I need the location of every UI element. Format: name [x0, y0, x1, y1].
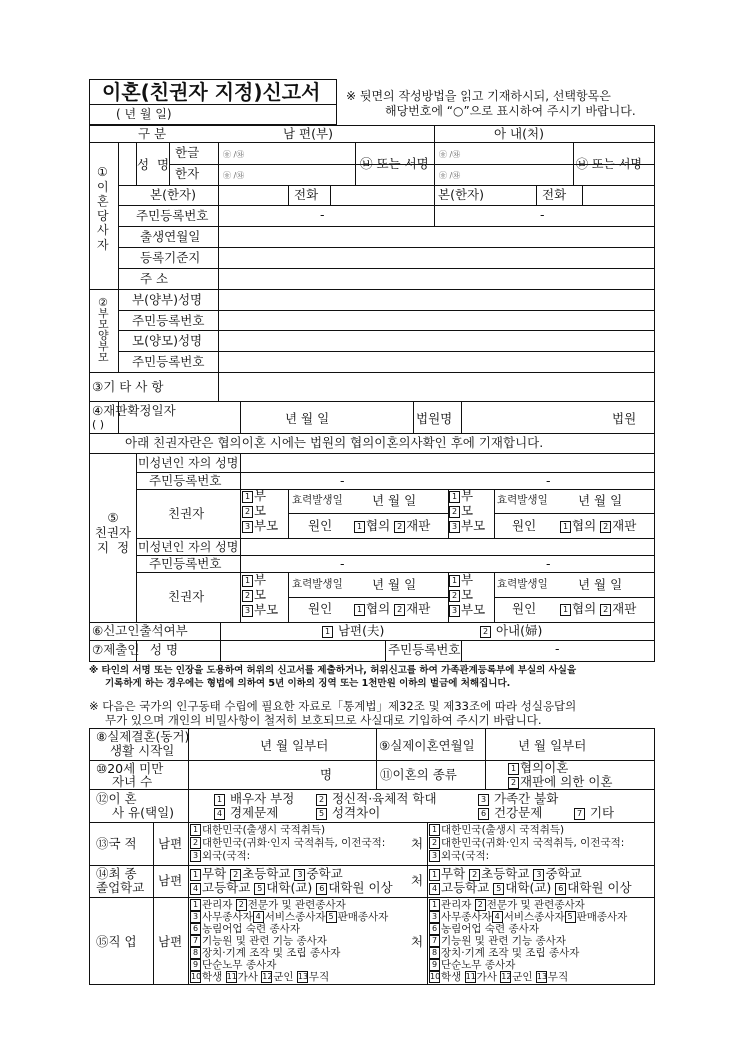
col-husband: 남 편(부) — [283, 126, 333, 141]
s14-w-row-2[interactable]: 4 고등학교 5 대학(교) 6 대학원 이상 — [429, 881, 632, 895]
court-label: 법원 — [612, 411, 637, 426]
bon-hanja-husband: 본(한자) — [150, 187, 196, 202]
rrn-label: 주민등록번호 — [136, 208, 209, 223]
effective-date-value: 년 월 일 — [372, 577, 417, 592]
s15-w-row-6[interactable]: 9 단순노무 종사자 — [429, 959, 515, 971]
col-gubun: 구 분 — [138, 126, 167, 141]
s15-label: ⑮직 업 — [96, 934, 137, 949]
s12-opt-4[interactable]: 4 경제문제 — [214, 806, 278, 820]
effective-date-label: 효력발생일 — [292, 494, 343, 506]
s14-line-2: 졸업학교 — [96, 880, 145, 895]
section-2-label: ② 부 모 양 부 모 — [98, 296, 109, 364]
s10-line-1: ⑩20세 미만 — [96, 761, 164, 776]
opt-father[interactable]: 1 부 — [449, 573, 473, 587]
s13-h-opt-3[interactable]: 3 외국(국적: — [190, 850, 250, 862]
s14-husband-label: 남편 — [158, 873, 183, 888]
custodian-label: 친권자 — [168, 506, 205, 521]
s14-line-1: ⑭최 종 — [96, 866, 137, 881]
cause-label: 원인 — [308, 518, 333, 533]
s12-opt-1[interactable]: 1 배우자 부정 — [214, 792, 294, 806]
rrn-label: 주민등록번호 — [149, 473, 222, 488]
s12-line-1: ⑫이 혼 — [96, 791, 137, 806]
section-3-label: ③기 타 사 항 — [92, 379, 164, 394]
minor-name-label: 미성년인 자의 성명 — [138, 456, 239, 470]
address-label: 주 소 — [140, 271, 169, 286]
section-7-label: ⑦제출인 — [92, 642, 140, 657]
opt-both[interactable]: 3 부모 — [449, 519, 485, 533]
s8-line-2: 생활 시작일 — [110, 743, 175, 758]
s12-opt-6[interactable]: 6 건강문제 — [478, 806, 542, 820]
s13-w-opt-1[interactable]: 1 대한민국(출생시 국적취득) — [429, 824, 564, 836]
effective-date-label: 효력발생일 — [292, 578, 343, 590]
s11-opt-1[interactable]: 1 협의이혼 — [508, 761, 568, 775]
s15-h-row-4[interactable]: 7 기능원 및 관련 기능 종사자 — [190, 935, 327, 947]
effective-date-value: 년 월 일 — [372, 493, 417, 508]
seal-hint: ㉭ /㉷ — [439, 150, 461, 159]
phone-husband: 전화 — [294, 187, 319, 202]
name-label: 성 명 — [137, 157, 170, 172]
rrn-label: 주민등록번호 — [132, 354, 205, 369]
s9-label: ⑨실제이혼연월일 — [379, 738, 475, 753]
opt-mother[interactable]: 2 모 — [449, 588, 473, 602]
reg-base-label: 등록기준지 — [140, 250, 201, 265]
court-name-label: 법원명 — [416, 411, 453, 426]
s10-line-2: 자녀 수 — [112, 774, 153, 789]
cause-label: 원인 — [512, 518, 537, 533]
s13-h-opt-1[interactable]: 1 대한민국(출생시 국적취득) — [190, 824, 325, 836]
stats-notice-line-1: ※ 다음은 국가의 인구동태 수립에 필요한 자료로「통계법」제32조 및 제33조에 따라 성실응답의 — [89, 699, 577, 713]
birth-label: 출생연월일 — [140, 229, 201, 244]
s15-w-row-5[interactable]: 8 장치·기계 조작 및 조립 종사자 — [429, 947, 579, 959]
warning-line-1: ※ 타인의 서명 또는 인장을 도용하여 허위의 신고서를 제출하거나, 허위신고를 하여 가족관계등록부에 부실의 사실을 — [89, 665, 577, 676]
seal-or-sign-wife: ㉥ 또는 서명 — [576, 157, 642, 171]
submitter-rrn-label: 주민등록번호 — [388, 642, 461, 657]
s15-h-row-5[interactable]: 8 장치·기계 조작 및 조립 종사자 — [190, 947, 340, 959]
s15-h-row-7[interactable]: 10학생 11가사 12군인 13무직 — [191, 971, 330, 983]
s11-label: ⑪이혼의 종류 — [380, 767, 457, 782]
section-1-label: ① 이 혼 당 사 자 — [97, 165, 109, 252]
s13-wife-label: 처 — [411, 836, 424, 851]
s12-opt-3[interactable]: 3 가족간 불화 — [478, 792, 558, 806]
s11-opt-2[interactable]: 2 재판에 의한 이혼 — [508, 775, 612, 789]
attendance-wife[interactable]: 2 아내(婦) — [480, 624, 542, 638]
court-date: 년 월 일 — [285, 411, 330, 426]
s13-w-opt-2[interactable]: 2 대한민국(귀화·인지 국적취득, 이전국적: — [429, 837, 624, 849]
rrn-dash: - — [546, 473, 551, 488]
s8-line-1: ⑧실제결혼(동거) — [96, 729, 190, 744]
effective-date-value: 년 월 일 — [578, 493, 623, 508]
rrn-dash-husband: - — [320, 207, 325, 222]
minor-name-label: 미성년인 자의 성명 — [138, 540, 239, 554]
rrn-dash: - — [340, 556, 345, 571]
submitter-rrn-dash: - — [555, 641, 560, 656]
s15-wife-label: 처 — [411, 934, 424, 949]
cause-options[interactable]: 1 협의 2 재판 — [560, 602, 636, 616]
page-title: 이혼(친권자 지정)신고서 — [102, 80, 321, 104]
s13-h-opt-2[interactable]: 2 대한민국(귀화·인지 국적취득, 이전국적: — [190, 837, 385, 849]
s12-line-2: 사 유(택일) — [112, 805, 175, 820]
rrn-dash: - — [546, 556, 551, 571]
submitter-name-label: 성 명 — [150, 642, 179, 657]
s10-value: 명 — [320, 767, 333, 782]
rrn-dash: - — [340, 473, 345, 488]
s15-w-row-1[interactable]: 1 관리자 2 전문가 및 관련종사자 — [429, 899, 585, 911]
s15-h-row-6[interactable]: 9 단순노무 종사자 — [190, 959, 276, 971]
s14-h-row-2[interactable]: 4 고등학교 5 대학(교) 6 대학원 이상 — [190, 881, 393, 895]
warning-line-2: 기록하게 하는 경우에는 형법에 의하여 5년 이하의 징역 또는 1천만원 이하의 벌금에 처해집니다. — [105, 678, 511, 689]
effective-date-label: 효력발생일 — [497, 494, 548, 506]
s12-opt-5[interactable]: 5 성격차이 — [316, 806, 380, 820]
s15-husband-label: 남편 — [158, 934, 183, 949]
cause-label: 원인 — [308, 601, 333, 616]
phone-wife: 전화 — [542, 187, 567, 202]
section-4-paren: ( ) — [92, 418, 105, 431]
section-5-label: ⑤ 친권자 지 정 — [94, 510, 132, 555]
seal-or-sign-husband: ㉥ 또는 서명 — [360, 156, 429, 171]
col-wife: 아 내(처) — [494, 126, 544, 141]
custodian-label: 친권자 — [168, 589, 205, 604]
s15-h-row-3[interactable]: 6 농림어업 숙련 종사자 — [190, 923, 300, 935]
opt-father[interactable]: 1 부 — [242, 573, 266, 587]
seal-hint: ㉭ /㉷ — [439, 171, 461, 180]
s15-h-row-1[interactable]: 1 관리자 2 전문가 및 관련종사자 — [190, 899, 346, 911]
cause-options[interactable]: 1 협의 2 재판 — [354, 519, 430, 533]
s14-wife-label: 처 — [411, 873, 424, 888]
s12-opt-2[interactable]: 2 정신적·육체적 학대 — [316, 792, 437, 806]
rrn-label: 주민등록번호 — [149, 556, 222, 571]
cause-options[interactable]: 1 협의 2 재판 — [354, 602, 430, 616]
opt-mother[interactable]: 2 모 — [449, 504, 473, 518]
s13-label: ⑬국 적 — [96, 836, 137, 851]
s15-h-row-2[interactable]: 3 사무종사자 4 서비스종사자 5 판매종사자 — [190, 911, 388, 923]
seal-hint: ㉭ /㉷ — [223, 150, 245, 159]
effective-date-label: 효력발생일 — [497, 578, 548, 590]
opt-father[interactable]: 1 부 — [242, 489, 266, 503]
opt-both[interactable]: 3 부모 — [449, 603, 485, 617]
opt-mother[interactable]: 2 모 — [242, 588, 266, 602]
opt-mother[interactable]: 2 모 — [242, 504, 266, 518]
effective-date-value: 년 월 일 — [578, 577, 623, 592]
section-4-label: ④재판확정일자 — [92, 403, 176, 418]
s12-opt-7[interactable]: 7 기타 — [574, 806, 614, 820]
s14-w-row-1[interactable]: 1 무학 2 초등학교 3 중학교 — [429, 867, 582, 881]
opt-both[interactable]: 3 부모 — [242, 519, 278, 533]
seal-hint: ㉭ /㉷ — [223, 171, 245, 180]
cause-label: 원인 — [512, 601, 537, 616]
s15-w-row-7[interactable]: 10학생 11가사 12군인 13무직 — [430, 971, 569, 983]
s13-w-opt-3[interactable]: 3 외국(국적: — [429, 850, 489, 862]
s15-w-row-4[interactable]: 7 기능원 및 관련 기능 종사자 — [429, 935, 566, 947]
stats-notice-line-2: 무가 있으며 개인의 비밀사항이 철저히 보호되므로 사실대로 기입하여 주시기 바랍니다. — [105, 713, 542, 727]
father-name-label: 부(양부)성명 — [132, 292, 203, 307]
notice-line-2: 해당번호에 “○”으로 표시하여 주시기 바랍니다. — [385, 104, 636, 118]
notice-line-1: ※ 뒷면의 작성방법을 읽고 기재하시되, 선택항목은 — [346, 89, 611, 103]
rrn-label: 주민등록번호 — [132, 313, 205, 328]
s14-h-row-1[interactable]: 1 무학 2 초등학교 3 중학교 — [190, 867, 343, 881]
rrn-dash-wife: - — [540, 207, 545, 222]
date-line: ( 년 월 일) — [116, 107, 172, 121]
bon-hanja-wife: 본(한자) — [438, 187, 484, 202]
s15-w-row-2[interactable]: 3 사무종사자 4 서비스종사자 5 판매종사자 — [429, 911, 627, 923]
opt-both[interactable]: 3 부모 — [242, 603, 278, 617]
hanja-label-h: 한자 — [175, 166, 200, 181]
attendance-husband[interactable]: 1 남편(夫) — [322, 624, 384, 638]
s13-husband-label: 남편 — [158, 836, 183, 851]
custody-note: 아래 친권자란은 협의이혼 시에는 법원의 협의이혼의사확인 후에 기재합니다. — [125, 435, 544, 450]
s15-w-row-3[interactable]: 6 농림어업 숙련 종사자 — [429, 923, 539, 935]
opt-father[interactable]: 1 부 — [449, 489, 473, 503]
s9-value: 년 월 일부터 — [518, 738, 587, 753]
s8-value: 년 월 일부터 — [260, 738, 329, 753]
cause-options[interactable]: 1 협의 2 재판 — [560, 519, 636, 533]
mother-name-label: 모(양모)성명 — [132, 333, 203, 348]
hangul-label-h: 한글 — [175, 145, 200, 160]
section-6-label: ⑥신고인출석여부 — [92, 623, 188, 638]
